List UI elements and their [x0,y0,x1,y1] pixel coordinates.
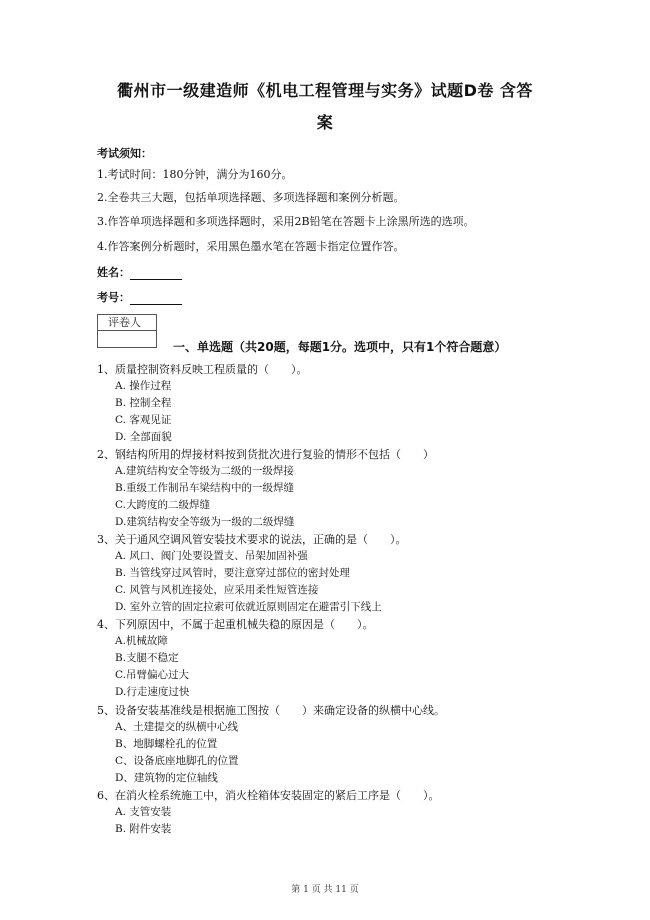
page-footer: 第 1 页 共 11 页 [291,885,359,895]
question-option: C.大跨度的二级焊缝 [115,499,210,511]
question-option: C、设备底座地脚孔的位置 [115,755,239,767]
score-box [97,314,157,348]
question-stem: 2、钢结构所用的焊接材料按到货批次进行复验的情形不包括（ ） [97,448,434,461]
question-option: A、土建提交的纵横中心线 [115,721,239,733]
score-box-label: 评卷人 [98,315,156,331]
question-option: B. 当管线穿过风管时，要注意穿过部位的密封处理 [115,567,350,579]
question-option: B. 控制全程 [115,397,172,409]
question-option: C.吊臂偏心过大 [115,669,189,681]
question-option: A. 操作过程 [115,380,172,392]
question-option: B、地脚螺栓孔的位置 [115,738,218,750]
question-stem: 1、质量控制资料反映工程质量的（ ）。 [97,363,308,376]
question-option: B. 附件安装 [115,823,172,835]
page-title: 衢州市一级建造师《机电工程管理与实务》试题D卷 含答 [117,81,533,100]
question-option: A.建筑结构安全等级为二级的一级焊接 [115,465,294,477]
name-field [97,264,182,280]
question-option: B.支腿不稳定 [115,652,179,664]
question-stem: 4、下列原因中，不属于起重机械失稳的原因是（ ）。 [97,618,374,631]
question-option: C. 风管与风机连接处，应采用柔性短管连接 [115,584,319,596]
notice-item: 4.作答案例分析题时，采用黑色墨水笔在答题卡指定位置作答。 [97,240,405,253]
notice-item: 1.考试时间：180分钟，满分为160分。 [97,168,293,181]
name-label: 姓名： [97,266,130,279]
question-option: D.建筑结构安全等级为一级的二级焊缝 [115,516,295,528]
question-option: A. 风口、阀门处要设置支、吊架加固补强 [115,550,308,562]
question-option: C. 客观见证 [115,414,172,426]
question-option: D. 全部面貌 [115,431,172,443]
question-option: B.重级工作制吊车梁结构中的一级焊缝 [115,482,295,494]
section-heading: 一、单选题（共20题，每题1分。选项中，只有1个符合题意） [173,340,507,354]
id-field [97,289,182,305]
id-label: 考号： [97,291,130,304]
notice-item: 3.作答单项选择题和多项选择题时，采用2B铅笔在答题卡上涂黑所选的选项。 [97,215,475,228]
page-title-continued: 案 [316,113,334,132]
name-blank[interactable] [130,268,182,280]
question-stem: 3、关于通风空调风管安装技术要求的说法，正确的是（ ）。 [97,533,407,546]
question-option: A. 支管安装 [115,806,172,818]
notice-item: 2.全卷共三大题，包括单项选择题、多项选择题和案例分析题。 [97,191,405,204]
question-option: D. 室外立管的固定拉索可依就近原则固定在避雷引下线上 [115,601,382,613]
question-option: D、建筑物的定位轴线 [115,772,218,784]
question-option: A.机械故障 [115,635,168,647]
notice-heading: 考试须知： [97,147,152,160]
question-stem: 6、在消火栓系统施工中，消火栓箱体安装固定的紧后工序是（ ）。 [97,789,440,802]
question-stem: 5、设备安装基准线是根据施工图按（ ）来确定设备的纵横中心线。 [97,704,445,717]
question-option: D.行走速度过快 [115,686,190,698]
id-blank[interactable] [130,293,182,305]
